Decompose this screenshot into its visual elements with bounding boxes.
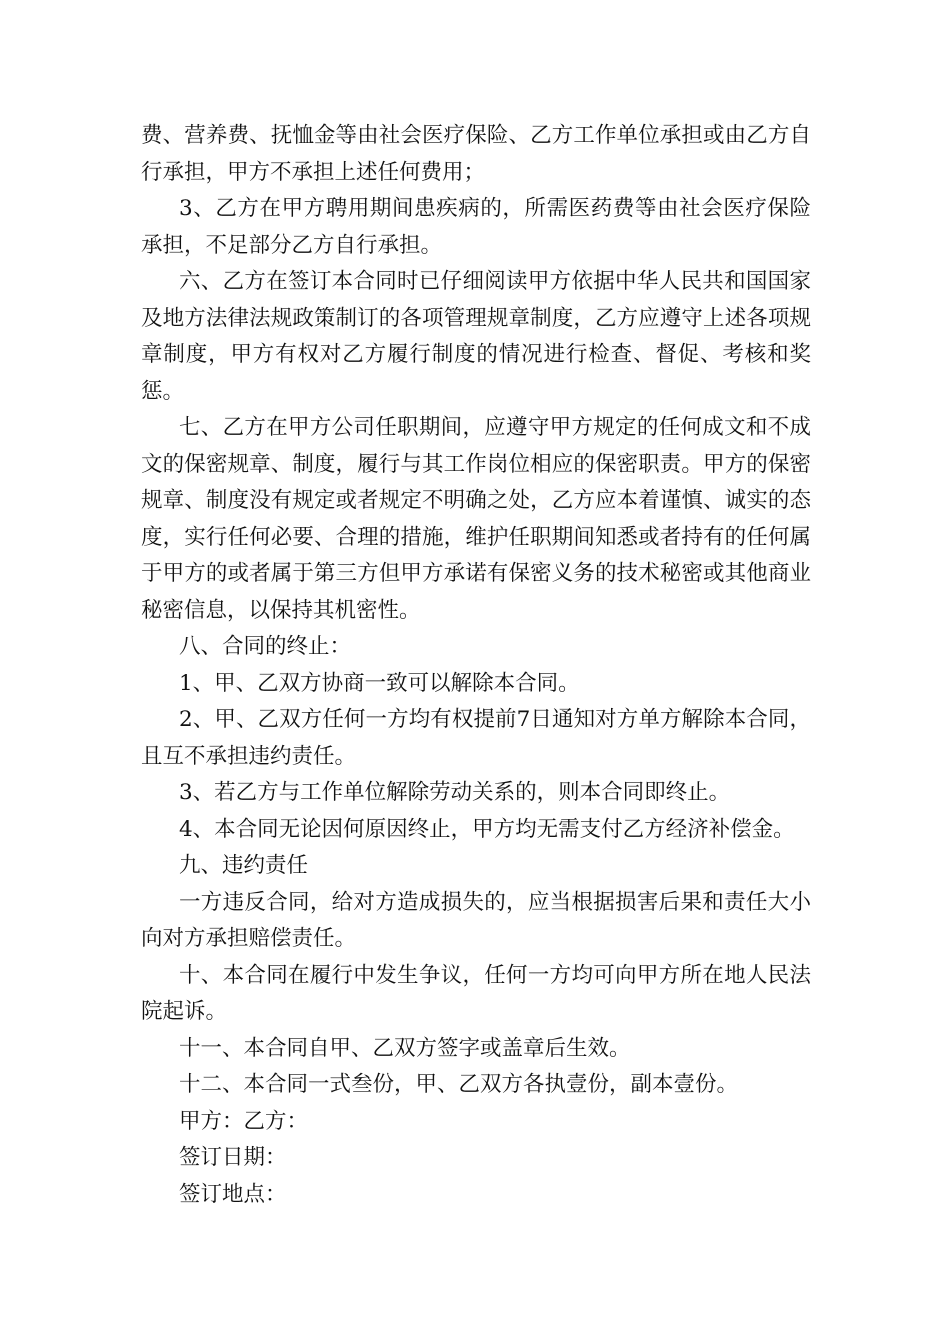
paragraph-clause-7: 七、乙方在甲方公司任职期间，应遵守甲方规定的任何成文和不成文的保密规章、制度，履行与其工作岗位相应的保密职责。甲方的保密规章、制度没有规定或者规定不明确之处，乙方应本着谨慎、诚实的态度，实行任何必要、合理的措施，维护任职期间知悉或者持有的任何属于甲方的或者属于第三方但甲方承诺有保密义务的技术秘密或其他商业秘密信息，以保持其机密性。 — [141, 415, 811, 623]
paragraph-clause-12: 十二、本合同一式叁份，甲、乙双方各执壹份，副本壹份。 — [179, 1072, 739, 1097]
paragraph-clause-8-3: 3、若乙方与工作单位解除劳动关系的，则本合同即终止。 — [179, 780, 731, 805]
paragraph-clause-10: 十、本合同在履行中发生争议，任何一方均可向甲方所在地人民法院起诉。 — [141, 962, 811, 1024]
paragraph-clause-8-4: 4、本合同无论因何原因终止，甲方均无需支付乙方经济补偿金。 — [179, 816, 795, 842]
paragraph-clause-6: 六、乙方在签订本合同时已仔细阅读甲方依据中华人民共和国国家及地方法律法规政策制订的各项管理规章制度，乙方应遵守上述各项规章制度，甲方有权对乙方履行制度的情况进行检查、督促、考核和奖惩。 — [141, 269, 811, 404]
signing-place: 签订地点： — [179, 1181, 287, 1207]
paragraph-clause-8-2: 2、甲、乙双方任何一方均有权提前7日通知对方单方解除本合同，且互不承担违约责任。 — [141, 707, 811, 769]
paragraph-continued-costs: 费、营养费、抚恤金等由社会医疗保险、乙方工作单位承担或由乙方自行承担，甲方不承担上述任何费用； — [141, 123, 811, 185]
signature-parties: 甲方：乙方： — [179, 1108, 309, 1134]
paragraph-clause-8-1: 1、甲、乙双方协商一致可以解除本合同。 — [179, 670, 580, 696]
heading-clause-9: 九、违约责任 — [179, 853, 309, 878]
heading-clause-8: 八、合同的终止： — [179, 634, 352, 659]
signing-date: 签订日期： — [179, 1145, 287, 1170]
paragraph-clause-5-3: 3、乙方在甲方聘用期间患疾病的，所需医药费等由社会医疗保险承担，不足部分乙方自行承担。 — [141, 196, 811, 258]
paragraph-clause-9-body: 一方违反合同，给对方造成损失的，应当根据损害后果和责任大小向对方承担赔偿责任。 — [141, 889, 811, 951]
paragraph-clause-11: 十一、本合同自甲、乙双方签字或盖章后生效。 — [179, 1035, 631, 1061]
document-body — [141, 118, 811, 1213]
